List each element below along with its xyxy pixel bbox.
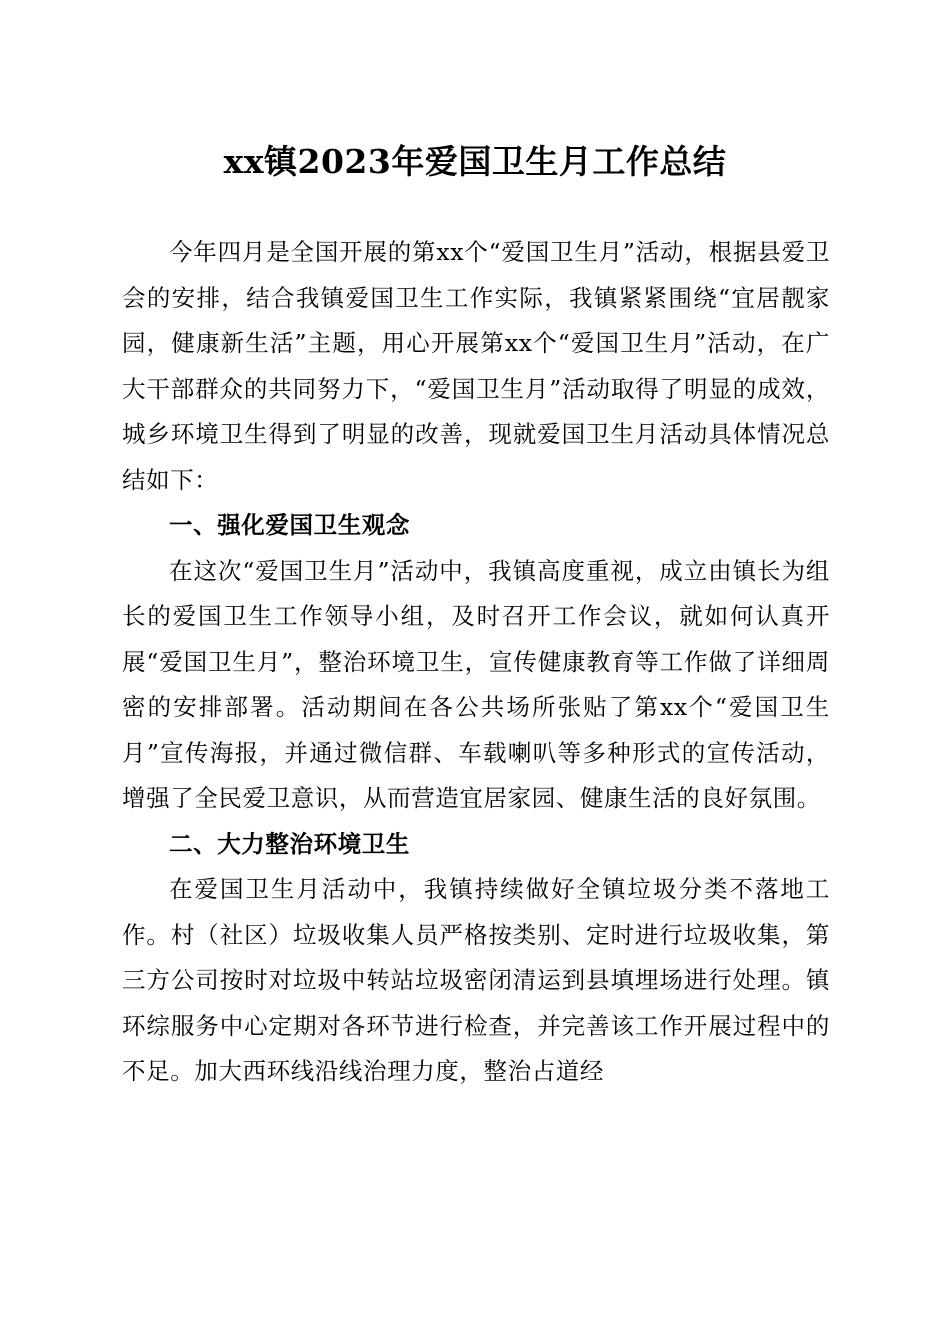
section-heading-2: 二、大力整治环境卫生 bbox=[169, 829, 410, 858]
document-title: xx镇2023年爱国卫生月工作总结 bbox=[223, 142, 727, 181]
document-body bbox=[122, 230, 830, 1095]
section-heading-1: 一、强化爱国卫生观念 bbox=[169, 511, 410, 539]
intro-paragraph: 今年四月是全国开展的第xx个“爱国卫生月”活动，根据县爱卫会的安排，结合我镇爱国卫生工作实际，我镇紧紧围绕“宜居靓家园，健康新生活”主题，用心开展第xx个“爱国卫生月”活动，在广大干部群众的共同努力下，“爱国卫生月”活动取得了明显的成效，城乡环境卫生得到了明显的改善，现就爱国卫生月活动具体情况总结如下： bbox=[122, 238, 830, 494]
section-1-paragraph: 在这次“爱国卫生月”活动中，我镇高度重视，成立由镇长为组长的爱国卫生工作领导小组，及时召开工作会议，就如何认真开展“爱国卫生月”，整治环境卫生，宣传健康教育等工作做了详细周密的安排部署。活动期间在各公共场所张贴了第xx个“爱国卫生月”宣传海报，并通过微信群、车载喇叭等多种形式的宣传活动，增强了全民爱卫意识，从而营造宜居家园、健康生活的良好氛围。 bbox=[122, 556, 830, 812]
section-2-paragraph: 在爱国卫生月活动中，我镇持续做好全镇垃圾分类不落地工作。村（社区）垃圾收集人员严格按类别、定时进行垃圾收集，第三方公司按时对垃圾中转站垃圾密闭清运到县填埋场进行处理。镇环综服务中心定期对各环节进行检查，并完善该工作开展过程中的不足。加大西环线沿线治理力度，整治占道经 bbox=[122, 875, 830, 1085]
